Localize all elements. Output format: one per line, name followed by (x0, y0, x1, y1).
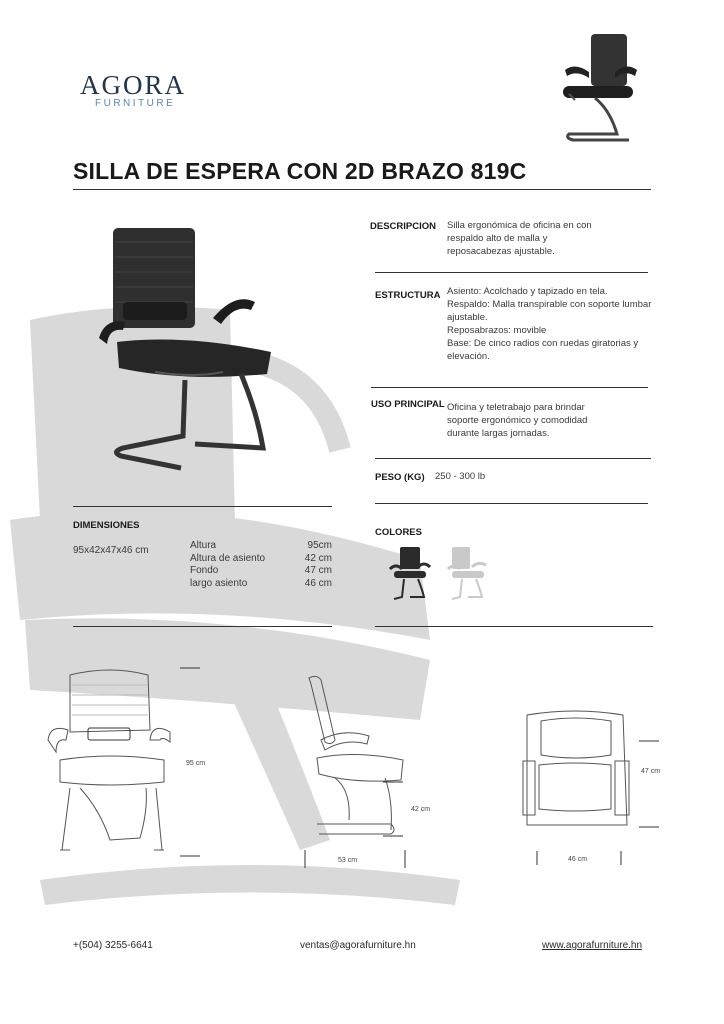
uso-line: durante largas jornadas. (447, 428, 550, 439)
estructura-text (447, 285, 687, 363)
estructura-line: Respaldo: Malla transpirable con soporte lumbar (447, 299, 652, 310)
color-swatch-light-chair (446, 545, 490, 605)
dimension-value: 47 cm (304, 565, 332, 576)
brand-logo-name: AGORA (80, 70, 187, 100)
dimension-row (190, 540, 332, 553)
estructura-line: elevación. (447, 351, 490, 362)
descripcion-text (447, 219, 677, 258)
front-height-label: 95 cm (186, 760, 206, 767)
dimensiones-bottom-divider (73, 626, 332, 627)
uso-line: soporte ergonómico y comodidad (447, 415, 588, 426)
title-divider (73, 189, 651, 190)
descripcion-label: DESCRIPCION (370, 221, 436, 232)
estructura-line: ajustable. (447, 312, 488, 323)
side-view-drawing (295, 670, 435, 870)
top-depth-label: 47 cm (641, 768, 661, 775)
dimension-name: Altura (190, 540, 217, 551)
dimensiones-label: DIMENSIONES (73, 520, 140, 531)
estructura-line: Asiento: Acolchado y tapizado en tela. (447, 286, 608, 297)
estructura-line: Base: De cinco radios con ruedas giratorias y (447, 338, 639, 349)
dimension-name: Fondo (190, 565, 219, 576)
dimensiones-top-divider (73, 506, 332, 507)
estructura-label: ESTRUCTURA (375, 290, 441, 301)
estructura-line: Reposabrazos: movible (447, 325, 547, 336)
uso-label: USO PRINCIPAL (371, 399, 445, 410)
dimensiones-table (190, 540, 332, 590)
peso-divider (375, 503, 648, 504)
dimension-row (190, 565, 332, 578)
dimension-name: largo asiento (190, 577, 248, 589)
product-main-chair-image (95, 222, 285, 472)
side-seat-height-label: 42 cm (411, 806, 431, 813)
product-title: SILLA DE ESPERA CON 2D BRAZO 819C (73, 158, 527, 184)
top-width-label: 46 cm (568, 856, 588, 863)
footer-website[interactable]: www.agorafurniture.hn (542, 940, 643, 951)
side-depth-label: 53 cm (338, 857, 358, 864)
dimension-row (190, 553, 332, 566)
footer-email[interactable]: ventas@agorafurniture.hn (300, 940, 416, 951)
descripcion-line: reposacabezas ajustable. (447, 246, 555, 257)
descripcion-divider (375, 272, 648, 273)
uso-divider (375, 458, 651, 459)
peso-value: 250 - 300 lb (435, 471, 486, 482)
dimension-row (190, 578, 332, 591)
peso-label: PESO (KG) (375, 472, 425, 483)
uso-line: Oficina y teletrabajo para brindar (447, 402, 585, 413)
color-swatch-dark-chair (388, 545, 432, 605)
dimension-value: 46 cm (304, 577, 332, 589)
dimension-value: 95cm (307, 540, 332, 551)
dimensiones-summary: 95x42x47x46 cm (73, 545, 149, 556)
colores-divider (375, 626, 653, 627)
footer-phone[interactable]: +(504) 3255-6641 (73, 940, 153, 951)
colores-label: COLORES (375, 527, 422, 538)
dimension-value: 42 cm (304, 552, 332, 564)
brand-logo-subtitle: FURNITURE (95, 98, 176, 109)
descripcion-line: Silla ergonómica de oficina en con (447, 220, 592, 231)
dimension-name: Altura de asiento (190, 552, 266, 564)
product-thumbnail-chair (555, 30, 645, 150)
uso-text (447, 401, 677, 440)
top-view-drawing (515, 705, 665, 865)
estructura-divider (371, 387, 648, 388)
descripcion-line: respaldo alto de malla y (447, 233, 548, 244)
